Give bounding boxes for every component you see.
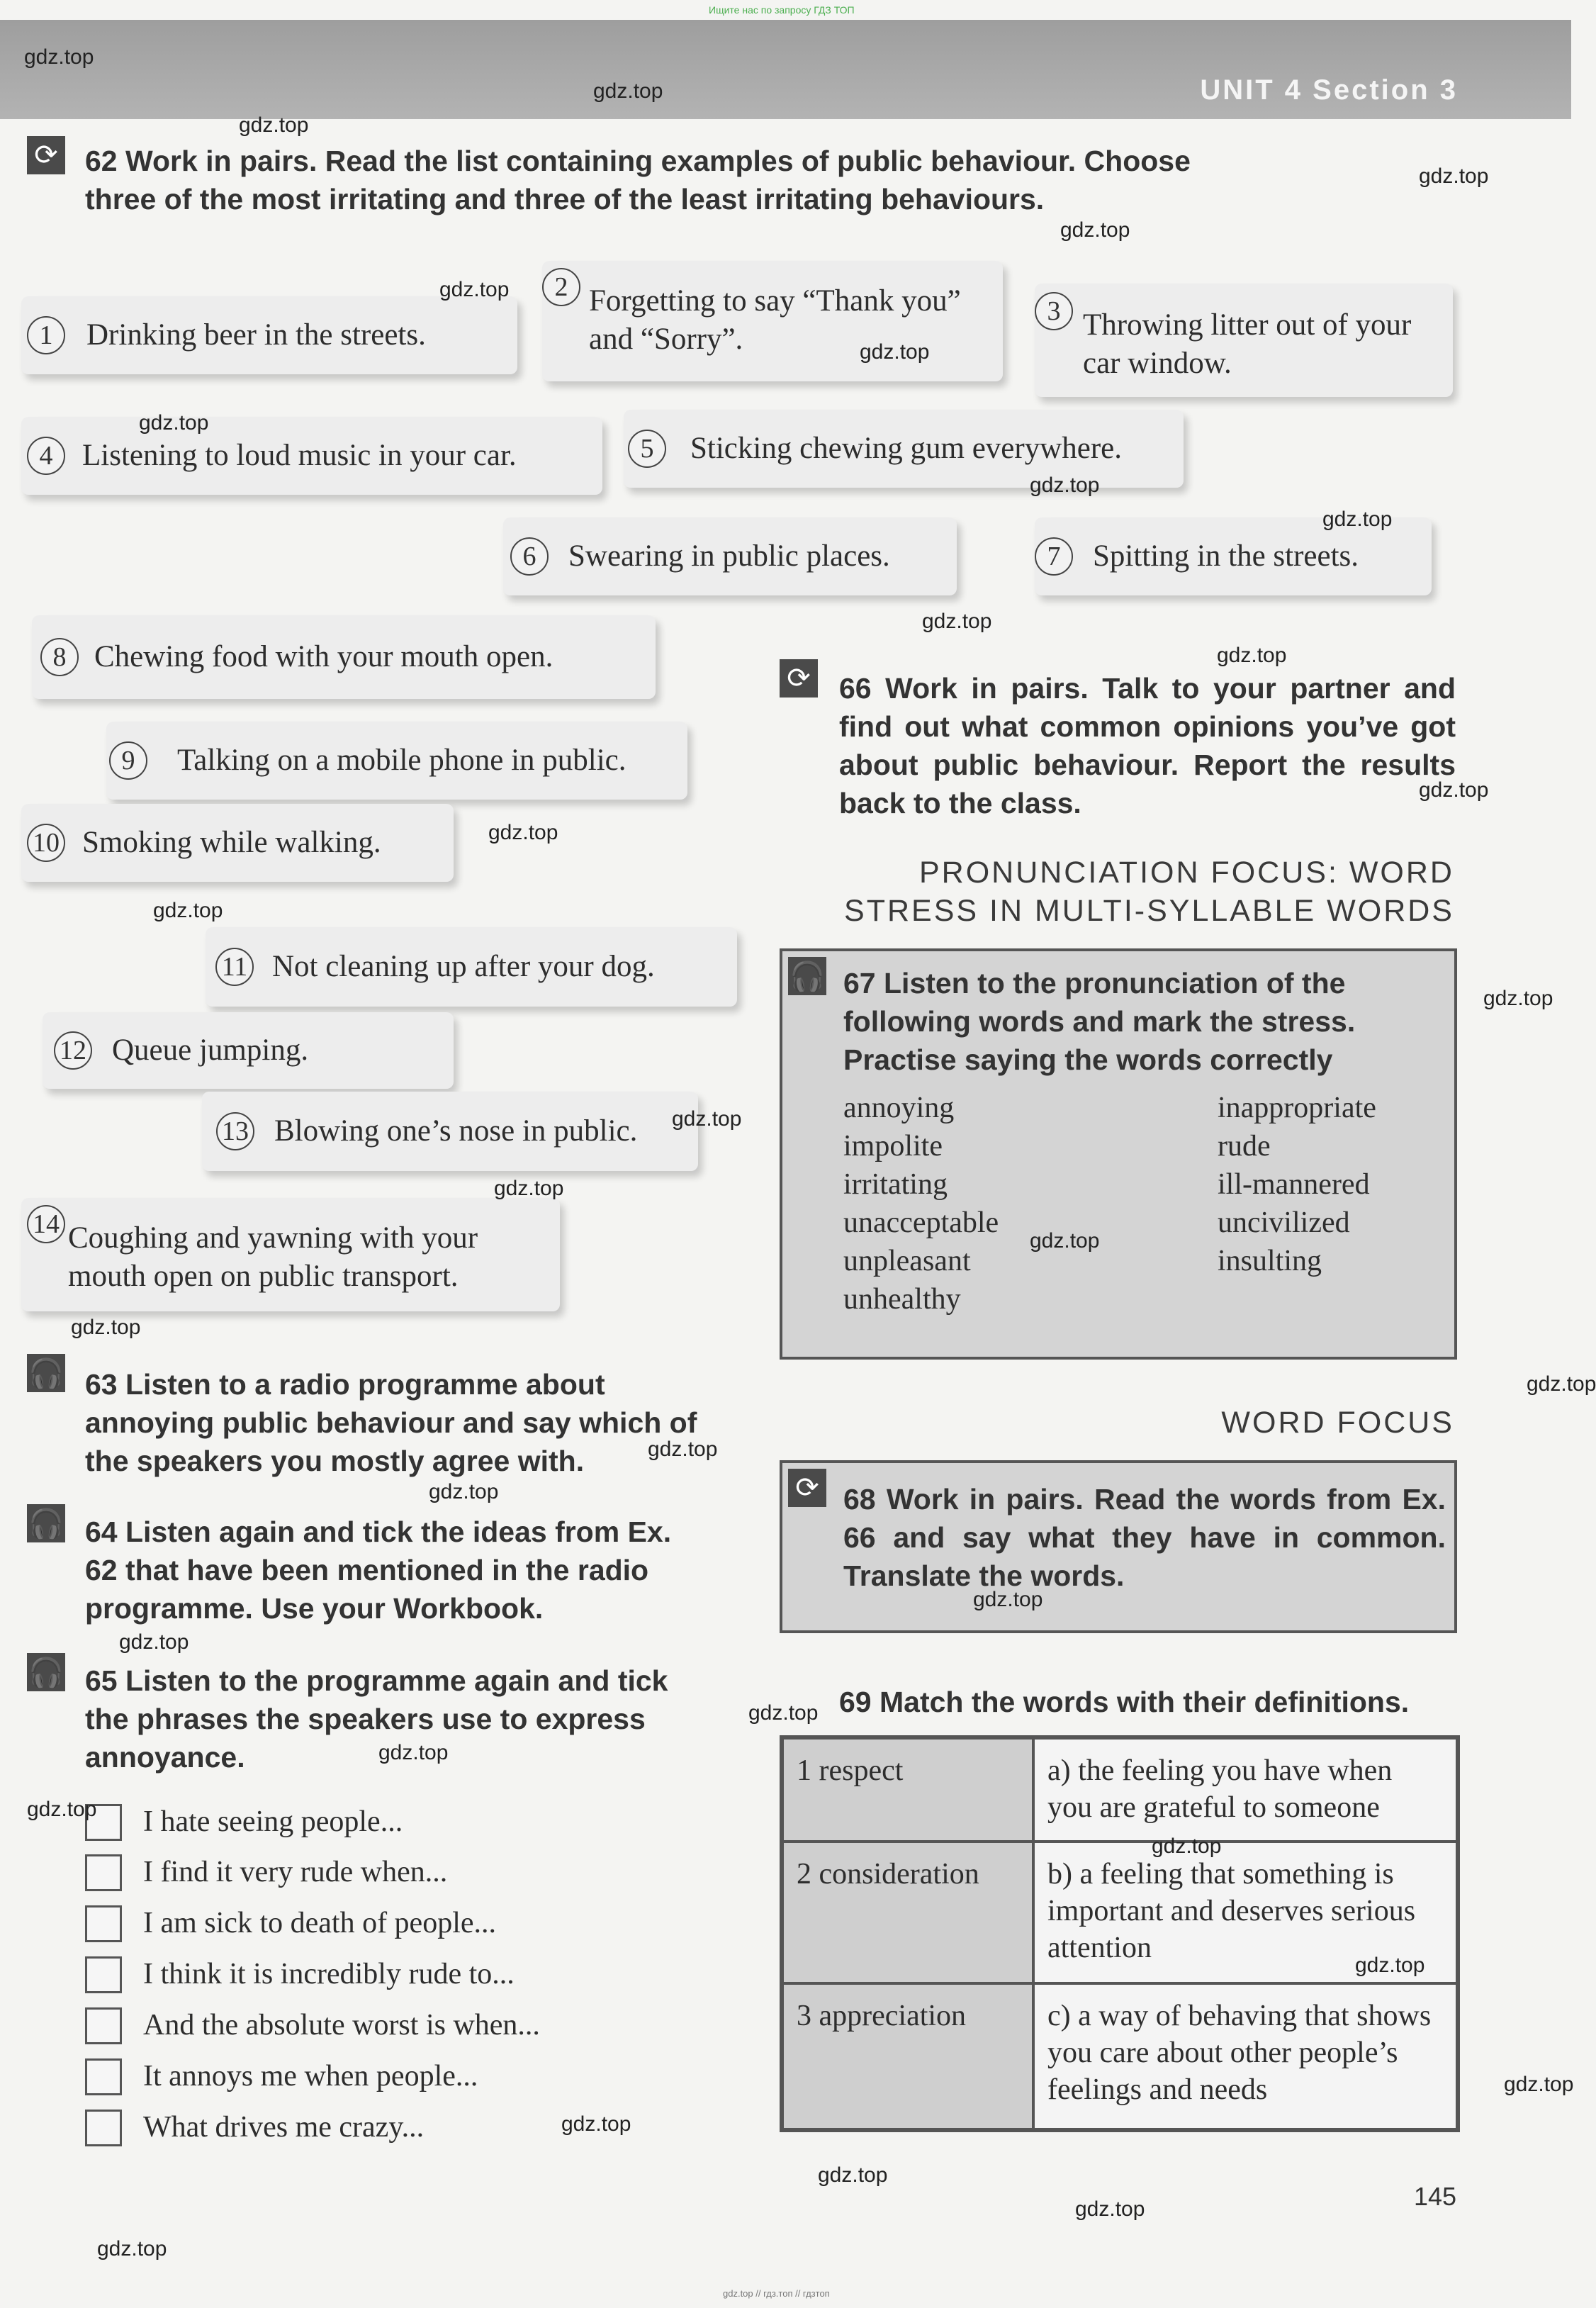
- watermark: gdz.top: [1322, 508, 1393, 531]
- item-text: Not cleaning up after your dog.: [272, 950, 655, 983]
- word: inappropriate: [1218, 1092, 1376, 1124]
- ex66-instruction: [839, 669, 1456, 822]
- item-number: 6: [510, 537, 549, 576]
- table-cell-word: 3 appreciation: [782, 1983, 1033, 2129]
- ex63-instruction: [85, 1365, 709, 1480]
- word: unhealthy: [843, 1283, 961, 1316]
- note-card-8: [32, 615, 656, 699]
- phrase-item: What drives me crazy...: [143, 2111, 425, 2144]
- item-text: Spitting in the streets.: [1093, 539, 1359, 573]
- item-number: 11: [215, 948, 254, 986]
- note-card-1: [21, 296, 517, 374]
- note-card-14: [21, 1198, 560, 1311]
- headphones-icon: 🎧: [27, 1354, 65, 1392]
- item-number: 1: [27, 316, 65, 354]
- item-number: 8: [40, 638, 79, 676]
- watermark: gdz.top: [1075, 2197, 1145, 2221]
- item-text: Chewing food with your mouth open.: [94, 640, 553, 673]
- ex62-number: 62: [85, 145, 118, 177]
- ex63-text: Listen to a radio programme about annoying public behaviour and say which of the speakers you mostly agree with.: [85, 1368, 697, 1477]
- watermark: gdz.top: [561, 2112, 631, 2136]
- item-text: Sticking chewing gum everywhere.: [690, 432, 1122, 465]
- note-card-6: [503, 517, 957, 595]
- watermark: gdz.top: [648, 1438, 718, 1461]
- note-card-4: [21, 417, 602, 495]
- item-text: Drinking beer in the streets.: [86, 318, 426, 352]
- item-number: 2: [542, 268, 580, 306]
- watermark: gdz.top: [139, 411, 209, 435]
- ex62-text: Work in pairs. Read the list containing examples of public behaviour. Choose three of the most irritating and three of the least irritating behaviours.: [85, 145, 1191, 215]
- note-card-5: [624, 410, 1184, 488]
- item-number: 4: [27, 437, 65, 475]
- table-cell-word: 1 respect: [782, 1738, 1033, 1842]
- phrase-item: And the absolute worst is when...: [143, 2009, 540, 2041]
- watermark: gdz.top: [1152, 1834, 1222, 1858]
- word: irritating: [843, 1168, 948, 1201]
- watermark: gdz.top: [973, 1588, 1043, 1611]
- ex65-text: Listen to the programme again and tick the phrases the speakers use to express annoyance.: [85, 1664, 668, 1774]
- phrase-checkbox[interactable]: [85, 1956, 122, 1993]
- ex68-box: [780, 1460, 1457, 1633]
- ex68-number: 68: [843, 1483, 876, 1516]
- ex67-box: [780, 948, 1457, 1360]
- pronunciation-heading-line2: STRESS IN MULTI-SYLLABLE WORDS: [844, 894, 1454, 928]
- item-text: Forgetting to say “Thank you” and “Sorry”.: [589, 284, 961, 356]
- bottom-note: gdz.top // гдз.топ // гдзтоп: [723, 2288, 830, 2299]
- word: rude: [1218, 1130, 1271, 1163]
- watermark: gdz.top: [239, 113, 309, 137]
- watermark: gdz.top: [593, 79, 663, 103]
- watermark: gdz.top: [71, 1316, 141, 1339]
- item-text: Swearing in public places.: [568, 539, 890, 573]
- item-number: 12: [54, 1031, 92, 1070]
- phrase-checkbox[interactable]: [85, 2110, 122, 2146]
- ex67-word-column-2: [1218, 1089, 1451, 1280]
- watermark: gdz.top: [672, 1107, 742, 1131]
- definitions-table: [780, 1735, 1460, 2132]
- ex69-text: Match the words with their definitions.: [880, 1686, 1410, 1718]
- phrase-checkbox[interactable]: [85, 1854, 122, 1891]
- item-text: Blowing one’s nose in public.: [274, 1114, 638, 1148]
- ex68-text: Work in pairs. Read the words from Ex. 66 and say what they have in common. Translate the words.: [843, 1483, 1446, 1592]
- watermark: gdz.top: [1217, 644, 1287, 667]
- ex66-text: Work in pairs. Talk to your partner and find out what common opinions you’ve got about public behaviour. Report the results back to the class.: [839, 672, 1456, 819]
- top-note: Ищите нас по запросу ГДЗ ТОП: [709, 4, 855, 16]
- unit-label: UNIT 4 Section 3: [1200, 74, 1458, 106]
- ex64-text: Listen again and tick the ideas from Ex. 62 that have been mentioned in the radio programme. Use your Workbook.: [85, 1516, 672, 1625]
- headphones-icon: 🎧: [27, 1504, 65, 1542]
- headphones-icon: 🎧: [788, 957, 826, 995]
- watermark: gdz.top: [488, 821, 558, 844]
- item-number: 7: [1035, 537, 1073, 576]
- note-card-12: [43, 1012, 454, 1089]
- watermark: gdz.top: [1030, 474, 1100, 497]
- word: unpleasant: [843, 1245, 971, 1277]
- pair-work-icon: ⟳: [788, 1469, 826, 1507]
- word: insulting: [1218, 1245, 1322, 1277]
- ex69-number: 69: [839, 1686, 872, 1718]
- table-cell-definition: a) the feeling you have when you are grateful to someone: [1033, 1738, 1457, 1842]
- word: ill-mannered: [1218, 1168, 1370, 1201]
- watermark: gdz.top: [1355, 1954, 1425, 1977]
- phrase-item: I think it is incredibly rude to...: [143, 1958, 515, 1990]
- watermark: gdz.top: [1483, 987, 1553, 1010]
- watermark: gdz.top: [24, 45, 94, 69]
- word: uncivilized: [1218, 1206, 1350, 1239]
- headphones-icon: 🎧: [27, 1653, 65, 1691]
- ex67-text: Listen to the pronunciation of the following words and mark the stress. Practise saying the words correctly: [843, 967, 1356, 1076]
- watermark: gdz.top: [27, 1798, 97, 1821]
- pronunciation-focus-heading: [780, 853, 1454, 930]
- watermark: gdz.top: [439, 278, 510, 301]
- watermark: gdz.top: [1419, 164, 1489, 188]
- note-card-9: [106, 722, 687, 800]
- table-cell-word: 2 consideration: [782, 1842, 1033, 1983]
- watermark: gdz.top: [1060, 218, 1130, 242]
- watermark: gdz.top: [429, 1480, 499, 1503]
- item-text: Talking on a mobile phone in public.: [177, 744, 626, 777]
- pronunciation-heading-line1: PRONUNCIATION FOCUS: WORD: [918, 856, 1454, 890]
- phrase-item: I hate seeing people...: [143, 1805, 403, 1838]
- watermark: gdz.top: [1030, 1229, 1100, 1253]
- ex67-word-column-1: [843, 1089, 1141, 1318]
- table-cell-definition: b) a feeling that something is important and deserves serious attention: [1033, 1842, 1457, 1983]
- note-card-2: [542, 261, 1003, 381]
- watermark: gdz.top: [494, 1177, 564, 1200]
- page-number: 145: [1414, 2182, 1457, 2211]
- phrase-checkbox[interactable]: [85, 2058, 122, 2095]
- watermark: gdz.top: [97, 2237, 167, 2261]
- note-card-10: [21, 804, 454, 882]
- word: impolite: [843, 1130, 943, 1163]
- ex66-number: 66: [839, 672, 872, 705]
- ex68-instruction: [843, 1480, 1446, 1595]
- phrase-item: It annoys me when people...: [143, 2060, 478, 2093]
- item-text: Listening to loud music in your car.: [82, 439, 517, 472]
- watermark: gdz.top: [818, 2163, 888, 2187]
- table-cell-definition: c) a way of behaving that shows you care about other people’s feelings and needs: [1033, 1983, 1457, 2129]
- watermark: gdz.top: [1504, 2073, 1574, 2096]
- item-text: Smoking while walking.: [82, 826, 381, 859]
- item-text: Queue jumping.: [112, 1033, 309, 1067]
- ex62-instruction: [85, 142, 1247, 218]
- word: annoying: [843, 1092, 955, 1124]
- watermark: gdz.top: [153, 899, 223, 922]
- ex64-instruction: [85, 1513, 709, 1628]
- item-text: Throwing litter out of your car window.: [1083, 308, 1412, 380]
- pair-work-icon: ⟳: [780, 659, 818, 698]
- watermark: gdz.top: [1527, 1372, 1596, 1396]
- phrase-item: I find it very rude when...: [143, 1856, 448, 1888]
- ex67-instruction: [843, 964, 1446, 1079]
- item-number: 14: [27, 1205, 65, 1243]
- ex64-number: 64: [85, 1516, 118, 1548]
- ex67-number: 67: [843, 967, 876, 999]
- item-number: 3: [1035, 292, 1073, 330]
- watermark: gdz.top: [1419, 778, 1489, 802]
- phrase-checkbox[interactable]: [85, 1905, 122, 1942]
- ex63-number: 63: [85, 1368, 118, 1401]
- watermark: gdz.top: [922, 610, 992, 633]
- watermark: gdz.top: [860, 340, 930, 364]
- item-number: 13: [216, 1112, 254, 1150]
- item-number: 5: [628, 430, 666, 468]
- word: unacceptable: [843, 1206, 999, 1239]
- watermark: gdz.top: [748, 1701, 819, 1725]
- word-focus-heading: WORD FOCUS: [1221, 1406, 1454, 1440]
- note-card-11: [206, 927, 737, 1007]
- phrase-checkbox[interactable]: [85, 2007, 122, 2044]
- item-text: Coughing and yawning with your mouth open on public transport.: [68, 1221, 478, 1293]
- item-number: 10: [27, 824, 65, 862]
- watermark: gdz.top: [378, 1741, 449, 1764]
- note-card-3: [1035, 284, 1453, 397]
- pair-work-icon: ⟳: [27, 136, 65, 174]
- item-number: 9: [109, 741, 147, 780]
- ex69-instruction: [839, 1683, 1463, 1721]
- note-card-13: [202, 1092, 698, 1171]
- phrase-item: I am sick to death of people...: [143, 1907, 497, 1939]
- ex65-number: 65: [85, 1664, 118, 1697]
- watermark: gdz.top: [119, 1630, 189, 1654]
